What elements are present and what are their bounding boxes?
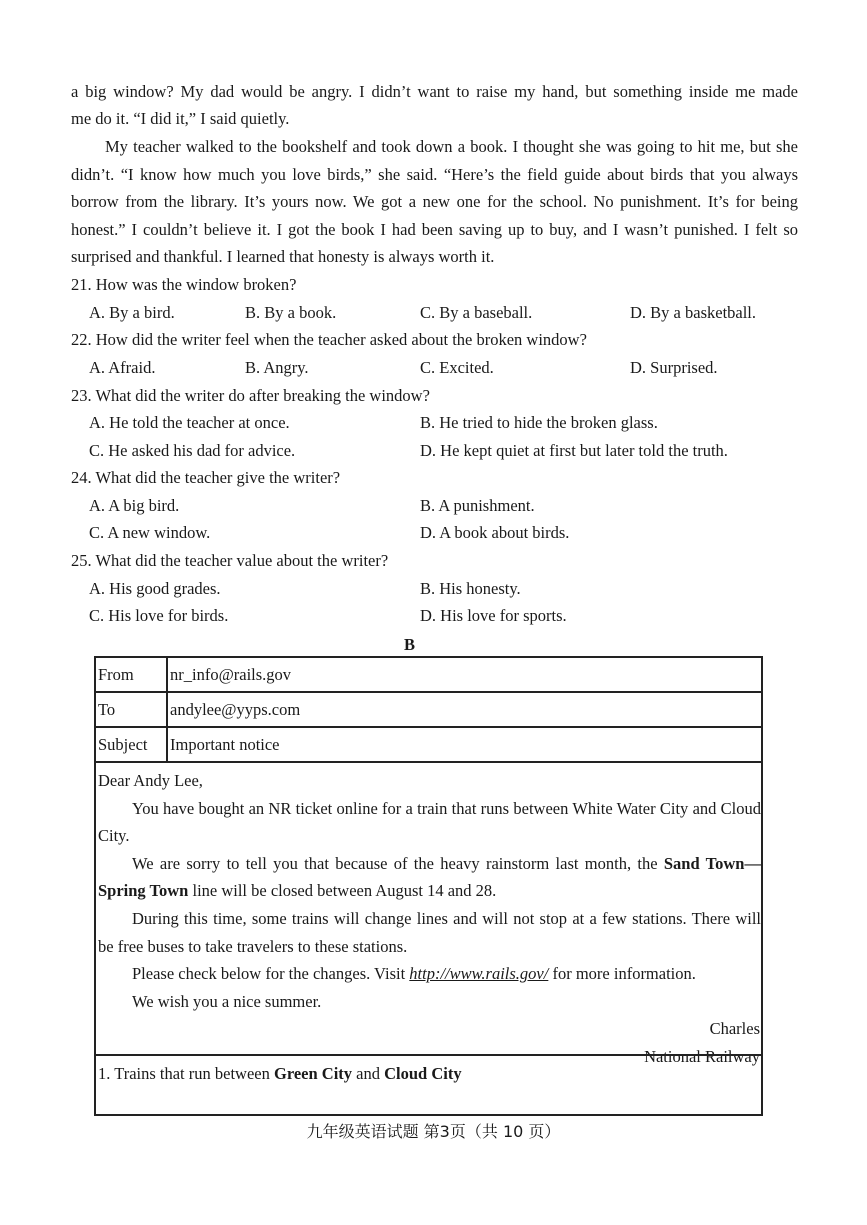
email-to-row: [96, 693, 761, 728]
option-a: A. By a bird.: [89, 303, 175, 322]
option-b: B. By a book.: [245, 303, 337, 322]
option-b: B. Angry.: [245, 358, 309, 377]
from-value: nr_info@rails.gov: [170, 665, 292, 684]
option-d: D. A book about birds.: [420, 523, 570, 542]
email-body: [98, 767, 761, 1071]
option-c: C. He asked his dad for advice.: [89, 441, 296, 460]
option-c: C. His love for birds.: [89, 606, 229, 625]
option-d: D. His love for sports.: [420, 606, 567, 625]
option-d: D. By a basketball.: [630, 303, 757, 322]
question-stem: 22. How did the writer feel when the teacher asked about the broken window?: [71, 330, 587, 349]
option-d: D. He kept quiet at first but later told the truth.: [420, 441, 728, 460]
email-paragraph: Please check below for the changes. Visit http://www.rails.gov/ for more information.: [132, 964, 696, 984]
subject-value: Important notice: [170, 735, 280, 754]
option-a: A. A big bird.: [89, 496, 180, 515]
email-paragraph: We wish you a nice summer.: [132, 991, 322, 1011]
to-value: andylee@yyps.com: [170, 700, 301, 719]
subject-label: Subject: [98, 728, 168, 761]
passage-line: me do it. “I did it,” I said quietly.: [71, 109, 290, 128]
passage-line: a big window? My dad would be angry. I didn’t want to raise my hand, but something inside me made: [71, 82, 798, 101]
option-b: B. His honesty.: [420, 579, 521, 598]
option-c: C. A new window.: [89, 523, 211, 542]
from-label: From: [98, 658, 168, 691]
signature-name: Charles: [709, 1019, 760, 1039]
change-list: [96, 1054, 761, 1116]
question-stem: 24. What did the teacher give the writer?: [71, 468, 341, 487]
option-d: D. Surprised.: [630, 358, 718, 377]
email-paragraph: We are sorry to tell you that because of the heavy rainstorm last month, the Sand Town—Spring Town line will be closed between August 14 and 28.: [98, 853, 761, 901]
question-stem: 23. What did the writer do after breaking the window?: [71, 386, 430, 405]
email-paragraph: During this time, some trains will change lines and will not stop at a few stations. There will be free buses to take travelers to these stations.: [98, 908, 761, 956]
signature-org: National Railway: [644, 1046, 760, 1066]
section-label: B: [403, 635, 415, 654]
option-c: C. Excited.: [420, 358, 494, 377]
closed-line-name: Sand Town—Spring Town: [98, 853, 761, 901]
question-stem: 21. How was the window broken?: [71, 275, 297, 294]
email-from-row: [96, 658, 761, 693]
email-subject-row: [96, 728, 761, 763]
email-notice: [94, 656, 763, 1116]
change-item-1: 1. Trains that run between Green City and Cloud City: [98, 1064, 462, 1083]
to-label: To: [98, 693, 168, 726]
option-b: B. He tried to hide the broken glass.: [420, 413, 658, 432]
option-c: C. By a baseball.: [420, 303, 533, 322]
email-greeting: Dear Andy Lee,: [98, 771, 203, 790]
passage-paragraph: [71, 133, 798, 271]
option-b: B. A punishment.: [420, 496, 535, 515]
rails-website-link[interactable]: http://www.rails.gov/: [409, 964, 549, 984]
option-a: A. Afraid.: [89, 358, 156, 377]
question-stem: 25. What did the teacher value about the writer?: [71, 551, 389, 570]
option-a: A. His good grades.: [89, 579, 221, 598]
email-paragraph: You have bought an NR ticket online for a train that runs between White Water City and Cloud City.: [98, 798, 761, 846]
page-footer: 九年级英语试题 第3页（共 10 页）: [306, 1122, 561, 1141]
option-a: A. He told the teacher at once.: [89, 413, 290, 432]
passage-paragraph-text: My teacher walked to the bookshelf and took down a book. I thought she was going to hit me, but she didn’t. “I know how much you love birds,” she said. “Here’s the field guide about birds that you always borrow from the library. It’s yours now. We got a new one for the school. No punishment. It’s for being honest.” I couldn’t believe it. I got the book I had been saving up to buy, and I wasn’t punished. I felt so surprised and thankful. I learned that honesty is always worth it.: [71, 137, 798, 267]
